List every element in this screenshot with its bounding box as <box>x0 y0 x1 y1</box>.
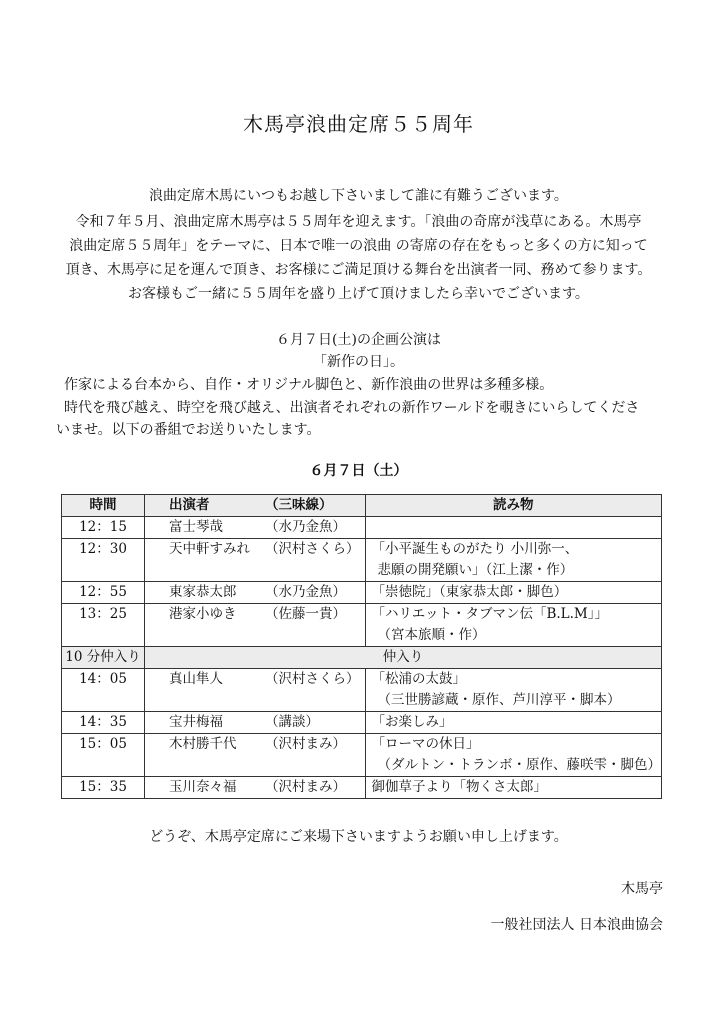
greeting-line-4: 頂き、木馬亭に足を運んで頂き、お客様にご満足頂ける舞台を出演者一同、務めて参ります。 <box>65 262 652 278</box>
row-shamisen: （水乃金魚） <box>265 584 347 600</box>
table-row <box>62 734 662 777</box>
row-performer-cell <box>145 669 365 712</box>
greeting-line-5: お客様もご一緒に５５周年を盛り上げて頂けましたら幸いでございます。 <box>128 286 589 302</box>
intro-line-3: 作家による台本から、自作・オリジナル脚色と、新作浪曲の世界は多種多様。 <box>64 377 554 393</box>
row-shamisen: （佐藤一貴） <box>265 606 347 622</box>
table-header-row <box>62 495 662 517</box>
row-time: 12：30 <box>62 539 145 582</box>
program-line: 悲願の開発願い」（江上潔・作） <box>377 562 574 578</box>
row-time: 13：25 <box>62 604 145 647</box>
program-line: 「ハリエット・タブマン伝「B.L.M」」 <box>371 606 609 622</box>
program-line: （宮本旅順・作） <box>377 627 486 643</box>
program-line: （三世勝諺蔵・原作、芦川淳平・脚本） <box>377 692 621 708</box>
row-performer-cell <box>145 582 365 604</box>
intro-line-5: いませ。以下の番組でお送りいたします。 <box>56 422 321 438</box>
row-shamisen: （沢村さくら） <box>265 541 360 557</box>
schedule-table <box>61 494 662 799</box>
row-time: 14：05 <box>62 669 145 712</box>
row-program <box>365 669 662 712</box>
table-row <box>62 582 662 604</box>
row-performer-cell <box>145 539 365 582</box>
program-line: 「小平誕生ものがたり 小川弥一、 <box>371 541 579 557</box>
row-performer: 富士琴哉 <box>169 519 224 535</box>
closing-text: どうぞ、木馬亭定席にご来場下さいますようお願い申し上げます。 <box>149 829 568 845</box>
header-performer-label: 出演者 <box>169 497 210 513</box>
header-performer <box>145 495 365 517</box>
program-line: 御伽草子より「物くさ太郎」 <box>371 779 547 795</box>
row-program <box>365 604 662 647</box>
table-row <box>62 539 662 582</box>
page-title: 木馬亭浪曲定席５５周年 <box>243 112 474 136</box>
row-program <box>365 777 662 799</box>
program-line: 「ローマの休日」 <box>371 736 480 752</box>
greeting-line-1: 浪曲定席木馬にいつもお越し下さいまして誰に有難うございます。 <box>149 188 568 204</box>
intro-line-2: 「新作の日」。 <box>313 354 404 370</box>
row-time: 15：05 <box>62 734 145 777</box>
row-performer-cell <box>145 604 365 647</box>
row-time: 10 分仲入り <box>62 647 145 669</box>
row-shamisen: （沢村まみ） <box>265 736 347 752</box>
table-row <box>62 647 662 669</box>
row-performer: 宝井梅福 <box>169 714 224 730</box>
row-time: 14：35 <box>62 712 145 734</box>
row-program <box>365 734 662 777</box>
row-performer: 玉川奈々福 <box>169 779 237 795</box>
row-performer-cell <box>145 517 365 539</box>
row-shamisen: （沢村さくら） <box>265 671 360 687</box>
intro-line-4: 時代を飛び越え、時空を飛び越え、出演者それぞれの新作ワールドを覗きにいらしてくださ <box>64 400 640 416</box>
row-time: 12：15 <box>62 517 145 539</box>
table-row <box>62 712 662 734</box>
row-performer-cell <box>145 777 365 799</box>
program-line: 「松浦の太鼓」 <box>371 671 466 687</box>
signature-line-1: 木馬亭 <box>621 881 663 897</box>
row-performer: 真山隼人 <box>169 671 224 687</box>
greeting-line-2: 令和７年５月、浪曲定席木馬亭は５５周年を迎えます。「浪曲の奇席が浅草にある。木馬亭 <box>75 214 642 230</box>
intro-line-1: ６月７日(土)の企画公演は <box>276 332 441 348</box>
header-program: 読み物 <box>365 495 662 517</box>
row-time: 15：35 <box>62 777 145 799</box>
signature-line-2: 一般社団法人 日本浪曲協会 <box>490 917 663 933</box>
row-performer-cell <box>145 712 365 734</box>
row-interval: 仲入り <box>145 647 662 669</box>
table-row <box>62 517 662 539</box>
header-shamisen-label: （三味線） <box>265 497 333 513</box>
table-row <box>62 604 662 647</box>
row-performer-cell <box>145 734 365 777</box>
date-heading: ６月７日（土） <box>309 463 408 479</box>
row-performer: 天中軒すみれ <box>169 541 251 557</box>
row-shamisen: （水乃金魚） <box>265 519 347 535</box>
program-line: 「お楽しみ」 <box>371 714 453 730</box>
row-performer: 木村勝千代 <box>169 736 237 752</box>
row-shamisen: （講談） <box>265 714 320 730</box>
table-row <box>62 669 662 712</box>
row-program <box>365 582 662 604</box>
program-line: 「崇徳院」（東家恭太郎・脚色） <box>371 584 568 600</box>
greeting-line-3: 浪曲定席５５周年」をテーマに、日本で唯一の浪曲 の寄席の存在をもっと多くの方に知って <box>69 238 648 254</box>
header-time: 時間 <box>62 495 145 517</box>
row-program <box>365 539 662 582</box>
row-performer: 港家小ゆき <box>169 606 237 622</box>
row-performer: 東家恭太郎 <box>169 584 237 600</box>
row-time: 12：55 <box>62 582 145 604</box>
program-line: （ダルトン・トランボ・原作、藤咲雫・脚色） <box>377 757 661 773</box>
row-shamisen: （沢村まみ） <box>265 779 347 795</box>
table-row <box>62 777 662 799</box>
row-program <box>365 517 662 539</box>
row-program <box>365 712 662 734</box>
